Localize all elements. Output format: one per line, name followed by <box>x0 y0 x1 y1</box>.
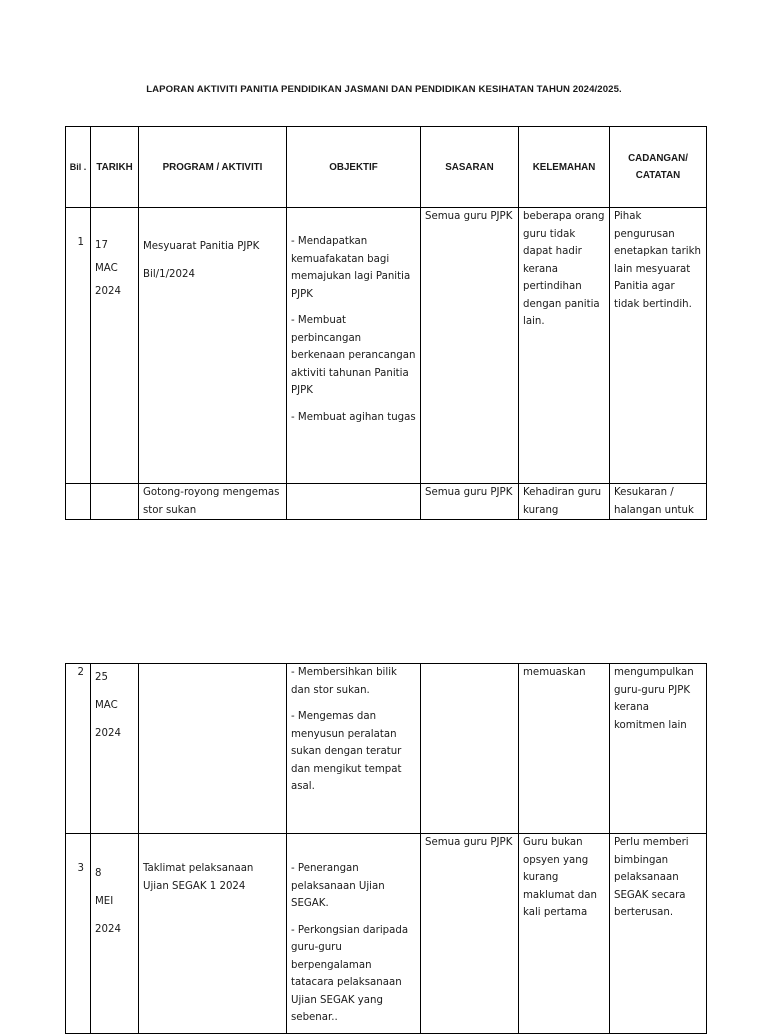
table-header-row <box>66 127 707 208</box>
row-objektif <box>287 484 421 520</box>
table-row <box>66 664 707 834</box>
row-kelemahan: memuaskan <box>519 664 610 834</box>
header-program: PROGRAM / AKTIVITI <box>139 127 287 208</box>
row-sasaran <box>421 664 519 834</box>
tarikh-year: 2024 <box>95 728 121 739</box>
tarikh-day: 8 <box>95 868 102 879</box>
tarikh-month: MAC <box>95 263 118 274</box>
row-objektif <box>287 664 421 834</box>
row-kelemahan: beberapa orang guru tidak dapat hadir kerana pertindihan dengan panitia lain. <box>519 208 610 484</box>
tarikh-year: 2024 <box>95 924 121 935</box>
row-objektif <box>287 208 421 484</box>
row-tarikh <box>91 208 139 484</box>
header-bil: Bil . <box>66 127 91 208</box>
tarikh-month: MEI <box>95 896 114 907</box>
row-tarikh <box>91 484 139 520</box>
activity-table-page-1 <box>65 126 707 520</box>
row-cadangan: Kesukaran / halangan untuk <box>610 484 707 520</box>
tarikh-day: 25 <box>95 672 108 683</box>
row-program: Taklimat pelaksanaan Ujian SEGAK 1 2024 <box>139 834 287 1034</box>
row-sasaran: Semua guru PJPK <box>421 834 519 1034</box>
row-tarikh <box>91 834 139 1034</box>
objektif-item: - Perkongsian daripada guru-guru berpengalaman tatacara pelaksanaan Ujian SEGAK yang sebenar.. <box>291 924 409 1023</box>
row-bil <box>66 484 91 520</box>
row-program: Gotong-royong mengemas stor sukan <box>139 484 287 520</box>
header-sasaran: SASARAN <box>421 127 519 208</box>
row-program <box>139 664 287 834</box>
header-tarikh: TARIKH <box>91 127 139 208</box>
row-bil: 1 <box>66 208 91 484</box>
tarikh-year: 2024 <box>95 286 121 297</box>
table-row <box>66 484 707 520</box>
objektif-item: - Mengemas dan menyusun peralatan sukan dengan teratur dan mengikut tempat asal. <box>291 711 402 792</box>
row-tarikh <box>91 664 139 834</box>
header-kelemahan: KELEMAHAN <box>519 127 610 208</box>
row-sasaran: Semua guru PJPK <box>421 484 519 520</box>
row-objektif <box>287 834 421 1034</box>
row-cadangan: Pihak pengurusan enetapkan tarikh lain mesyuarat Panitia agar tidak bertindih. <box>610 208 707 484</box>
header-cadangan: CADANGAN/ CATATAN <box>610 127 707 208</box>
row-sasaran: Semua guru PJPK <box>421 208 519 484</box>
objektif-item: - Mendapatkan kemuafakatan bagi memajukan lagi Panitia PJPK <box>291 236 411 300</box>
row-cadangan: Perlu memberi bimbingan pelaksanaan SEGAK secara berterusan. <box>610 834 707 1034</box>
objektif-item: - Membersihkan bilik dan stor sukan. <box>291 667 397 696</box>
tarikh-day: 17 <box>95 240 108 251</box>
row-bil: 2 <box>66 664 91 834</box>
program-ref: Bil/1/2024 <box>143 269 195 280</box>
row-program <box>139 208 287 484</box>
row-kelemahan: Guru bukan opsyen yang kurang maklumat dan kali pertama <box>519 834 610 1034</box>
activity-table-page-2 <box>65 663 707 1034</box>
table-row <box>66 208 707 484</box>
objektif-item: - Penerangan pelaksanaan Ujian SEGAK. <box>291 863 385 909</box>
objektif-item: - Membuat perbincangan berkenaan perancangan aktiviti tahunan Panitia PJPK <box>291 315 416 396</box>
header-objektif: OBJEKTIF <box>287 127 421 208</box>
tarikh-month: MAC <box>95 700 118 711</box>
program-text: Mesyuarat Panitia PJPK <box>143 241 260 252</box>
objektif-item: - Membuat agihan tugas <box>291 411 416 423</box>
row-cadangan: mengumpulkan guru-guru PJPK kerana komitmen lain <box>610 664 707 834</box>
row-kelemahan: Kehadiran guru kurang <box>519 484 610 520</box>
row-bil: 3 <box>66 834 91 1034</box>
report-title: LAPORAN AKTIVITI PANITIA PENDIDIKAN JASMANI DAN PENDIDIKAN KESIHATAN TAHUN 2024/2025. <box>146 84 622 95</box>
table-row <box>66 834 707 1034</box>
